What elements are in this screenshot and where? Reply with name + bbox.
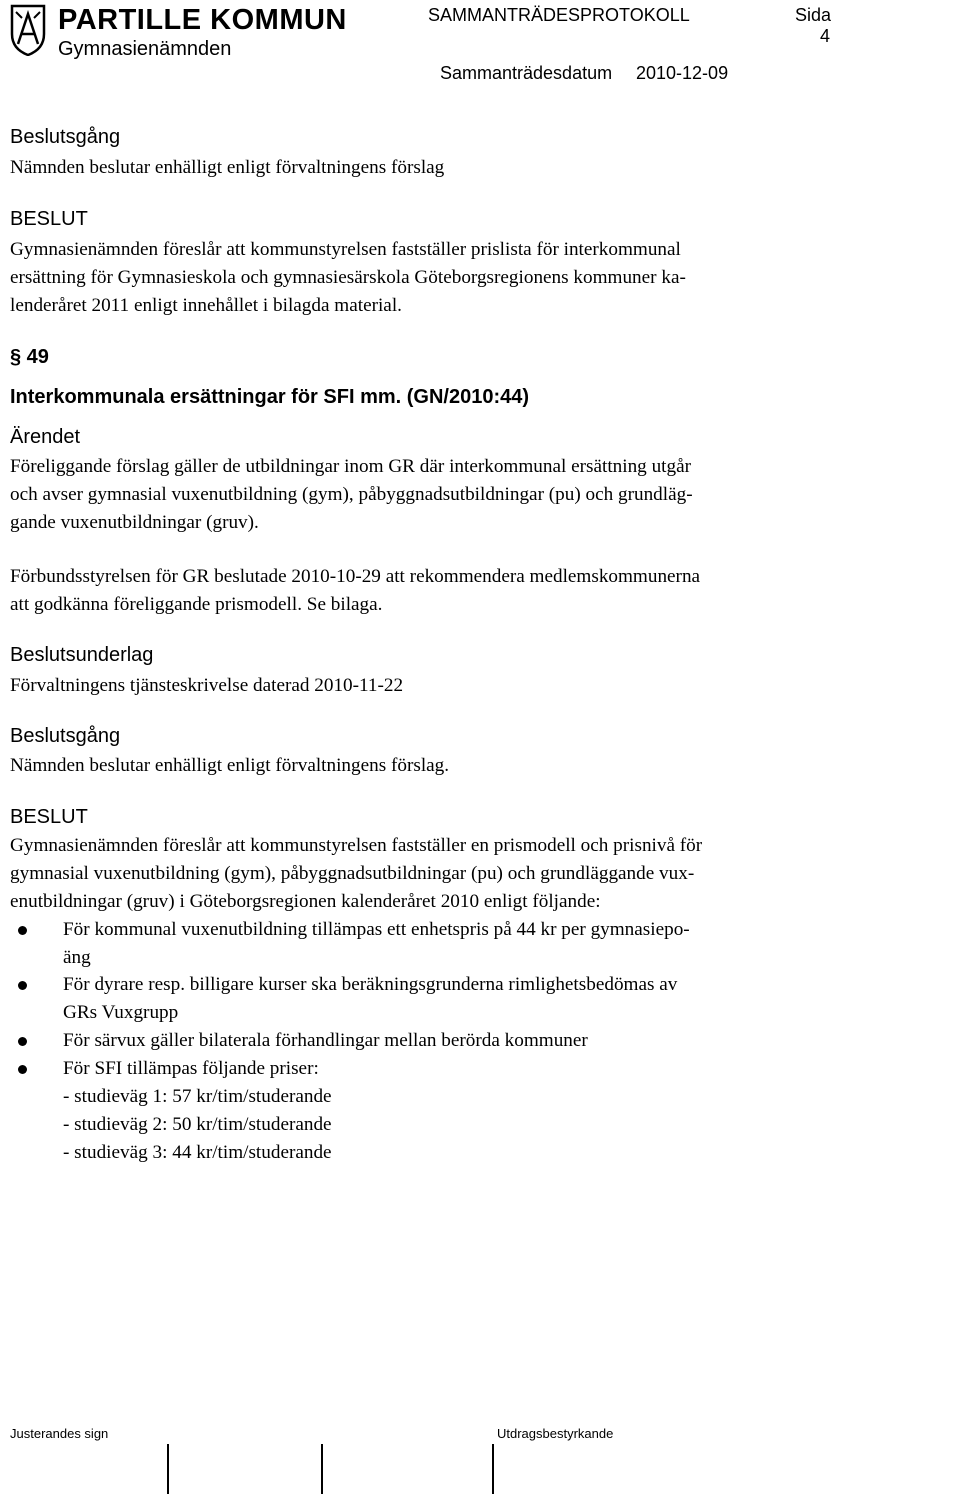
decision-heading: BESLUT [10, 208, 88, 230]
decision-heading: BESLUT [10, 806, 88, 828]
page-number: 4 [820, 26, 831, 46]
bullet-line: äng [63, 947, 91, 968]
bullet-icon [18, 1065, 27, 1074]
unit-name: Gymnasienämnden [58, 38, 232, 60]
decision-process-text: Nämnden beslutar enhälligt enligt förvaltningens förslag [10, 157, 445, 178]
meeting-date-label: Sammanträdesdatum [440, 63, 613, 83]
bullet-icon [18, 981, 27, 990]
certification-label: Utdragsbestyrkande [497, 1426, 614, 1441]
bullet-line: - studieväg 1: 57 kr/tim/studerande [63, 1086, 332, 1107]
signature-label: Justerandes sign [10, 1426, 109, 1441]
meeting-date: 2010-12-09 [636, 63, 729, 83]
decision-process-heading: Beslutsgång [10, 126, 121, 148]
signature-divider [321, 1444, 323, 1494]
bullet-line: För kommunal vuxenutbildning tillämpas ett enhetspris på 44 kr per gymnasiepo- [63, 919, 690, 940]
decision-basis-text: Förvaltningens tjänsteskrivelse daterad 2010-11-22 [10, 675, 404, 696]
bullet-line: För särvux gäller bilaterala förhandlingar mellan berörda kommuner [63, 1030, 588, 1051]
matter-line: och avser gymnasial vuxenutbildning (gym), påbyggnadsutbildningar (pu) och grundläg- [10, 484, 693, 505]
decision-process-heading: Beslutsgång [10, 725, 121, 747]
organization-name: PARTILLE KOMMUN [58, 4, 347, 36]
decision-line: enutbildningar (gruv) i Göteborgsregionen kalenderåret 2010 enligt följande: [10, 891, 601, 912]
signature-divider [167, 1444, 169, 1494]
federation-line: Förbundsstyrelsen för GR beslutade 2010-10-29 att rekommendera medlemskommunerna [10, 566, 701, 587]
decision-line: Gymnasienämnden föreslår att kommunstyrelsen fastställer prislista för interkommunal [10, 239, 681, 260]
bullet-line: - studieväg 3: 44 kr/tim/studerande [63, 1142, 332, 1163]
bullet-line: - studieväg 2: 50 kr/tim/studerande [63, 1114, 332, 1135]
decision-line: ersättning för Gymnasieskola och gymnasiesärskola Göteborgsregionens kommuner ka- [10, 267, 686, 288]
coat-of-arms-icon [10, 4, 46, 56]
bullet-line: För dyrare resp. billigare kurser ska beräkningsgrunderna rimlighetsbedömas av [63, 974, 678, 995]
decision-line: gymnasial vuxenutbildning (gym), påbyggnadsutbildningar (pu) och grundläggande vux- [10, 863, 695, 884]
section-number: § 49 [10, 346, 49, 368]
bullet-icon [18, 1037, 27, 1046]
decision-line: Gymnasienämnden föreslår att kommunstyrelsen fastställer en prismodell och prisnivå för [10, 835, 703, 856]
matter-line: Föreliggande förslag gäller de utbildningar inom GR där interkommunal ersättning utgår [10, 456, 691, 477]
bullet-icon [18, 926, 27, 935]
section-title: Interkommunala ersättningar för SFI mm. (GN/2010:44) [10, 386, 530, 408]
bullet-line: GRs Vuxgrupp [63, 1002, 179, 1023]
decision-basis-heading: Beslutsunderlag [10, 644, 154, 666]
matter-line: gande vuxenutbildningar (gruv). [10, 512, 259, 533]
matter-heading: Ärendet [10, 426, 81, 448]
decision-line: lenderåret 2011 enligt innehållet i bilagda material. [10, 295, 402, 316]
document-title: SAMMANTRÄDESPROTOKOLL [428, 5, 690, 25]
decision-process-text: Nämnden beslutar enhälligt enligt förvaltningens förslag. [10, 755, 450, 776]
federation-line: att godkänna föreliggande prismodell. Se bilaga. [10, 594, 383, 615]
page-label: Sida [795, 5, 832, 25]
signature-divider [492, 1444, 494, 1494]
municipality-logo [10, 4, 410, 64]
bullet-line: För SFI tillämpas följande priser: [63, 1058, 319, 1079]
